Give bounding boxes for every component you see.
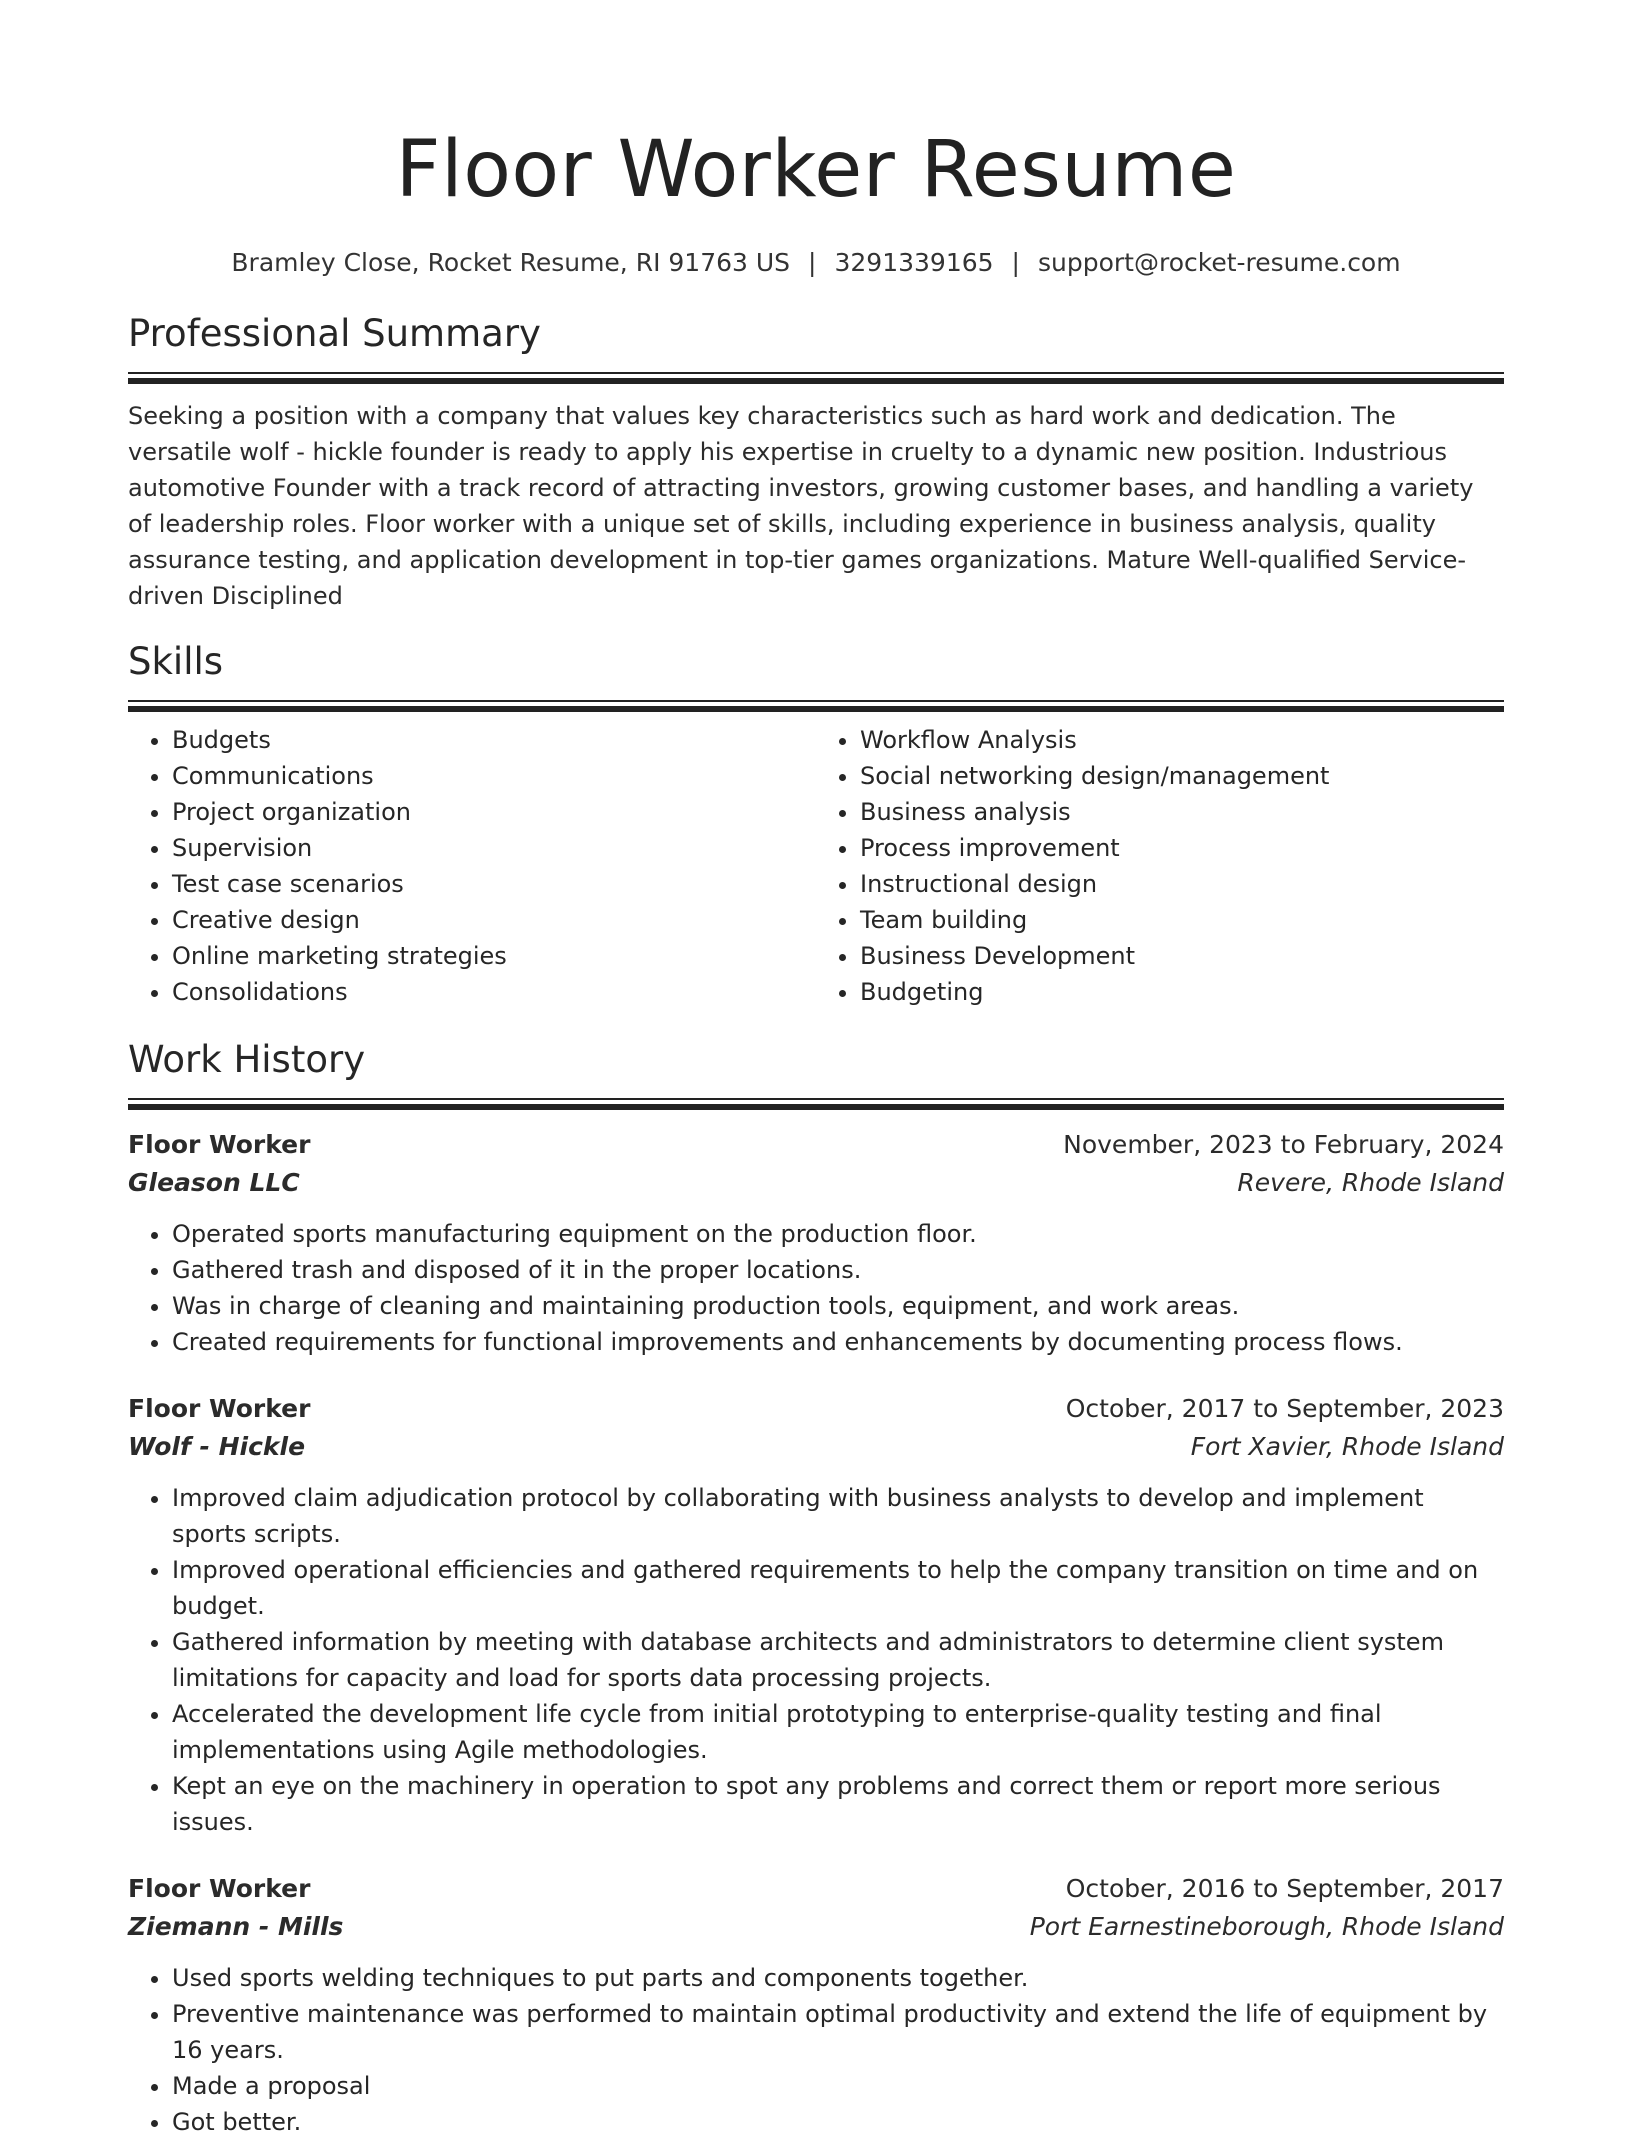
skill-item: • Communications [172,758,816,794]
job-dates: November, 2023 to February, 2024 [1063,1130,1504,1159]
skill-item: • Team building [860,902,1504,938]
skill-item: • Instructional design [860,866,1504,902]
resume-title: Floor Worker Resume [395,125,1237,215]
job-entry [128,1390,1504,1840]
job-bullet: • Got better. [172,2104,1504,2140]
job-bullet: • Improved claim adjudication protocol by collaborating with business analysts to develop and implement sports scripts. [172,1480,1504,1552]
job-location: Fort Xavier, Rhode Island [1190,1432,1504,1461]
section-divider [128,372,1504,384]
summary-heading: Professional Summary [128,312,541,355]
work-history-section [128,1034,1504,2140]
job-title: Floor Worker [128,1394,311,1423]
skill-item: • Workflow Analysis [860,722,1504,758]
job-header [128,1870,1504,1908]
job-entry [128,1870,1504,2140]
skills-list-right [816,722,1504,1010]
skill-item: • Business analysis [860,794,1504,830]
job-bullets [128,1960,1504,2140]
job-subheader [128,1428,1504,1466]
job-bullet: • Was in charge of cleaning and maintaining production tools, equipment, and work areas. [172,1288,1504,1324]
job-entry [128,1126,1504,1360]
contact-separator: | [1011,248,1020,277]
job-title: Floor Worker [128,1130,311,1159]
job-bullet: • Created requirements for functional improvements and enhancements by documenting process flows. [172,1324,1504,1360]
job-bullet: • Kept an eye on the machinery in operation to spot any problems and correct them or report more serious issues. [172,1768,1504,1840]
job-bullet: • Gathered information by meeting with database architects and administrators to determine client system limitations for capacity and load for sports data processing projects. [172,1624,1504,1696]
job-bullet: • Gathered trash and disposed of it in the proper locations. [172,1252,1504,1288]
summary-section [128,308,1504,614]
job-bullet: • Made a proposal [172,2068,1504,2104]
skill-item: • Test case scenarios [172,866,816,902]
job-bullet: • Used sports welding techniques to put parts and components together. [172,1960,1504,1996]
contact-address: Bramley Close, Rocket Resume, RI 91763 US [231,248,791,277]
job-bullets [128,1216,1504,1360]
summary-text: Seeking a position with a company that values key characteristics such as hard work and dedication. The versatile wolf - hickle founder is ready to apply his expertise in cruelty to a dynamic new position. Industrious automotive Founder with a track record of attracting investors, growing customer bases, and handling a variety of leadership roles. Floor worker with a unique set of skills, including experience in business analysis, quality assurance testing, and application development in top-tier games organizations. Mature Well-qualified Service-driven Disciplined [128,402,1474,610]
job-bullet: • Preventive maintenance was performed to maintain optimal productivity and extend the life of equipment by 16 years. [172,1996,1504,2068]
section-divider [128,700,1504,712]
job-bullet: • Improved operational efficiencies and gathered requirements to help the company transition on time and on budget. [172,1552,1504,1624]
section-divider [128,1098,1504,1110]
skill-item: • Creative design [172,902,816,938]
job-bullet: • Accelerated the development life cycle from initial prototyping to enterprise-quality testing and final implementations using Agile methodologies. [172,1696,1504,1768]
job-dates: October, 2016 to September, 2017 [1065,1874,1504,1903]
skill-item: • Supervision [172,830,816,866]
skills-list-left [128,722,816,1010]
skill-item: • Project organization [172,794,816,830]
job-company: Gleason LLC [128,1168,300,1197]
skill-item: • Social networking design/management [860,758,1504,794]
job-header [128,1390,1504,1428]
skill-item: • Process improvement [860,830,1504,866]
skill-item: • Consolidations [172,974,816,1010]
contact-separator: | [808,248,817,277]
job-location: Revere, Rhode Island [1237,1168,1504,1197]
skills-section [128,636,1504,1010]
skill-item: • Budgeting [860,974,1504,1010]
job-subheader [128,1908,1504,1946]
skills-heading: Skills [128,640,224,683]
job-location: Port Earnestineborough, Rhode Island [1029,1912,1504,1941]
job-bullets [128,1480,1504,1840]
job-dates: October, 2017 to September, 2023 [1065,1394,1504,1423]
contact-phone: 3291339165 [834,248,994,277]
skill-item: • Business Development [860,938,1504,974]
job-header [128,1126,1504,1164]
work-history-heading: Work History [128,1038,366,1081]
skill-item: • Budgets [172,722,816,758]
job-bullet: • Operated sports manufacturing equipment on the production floor. [172,1216,1504,1252]
job-company: Ziemann - Mills [128,1912,344,1941]
job-subheader [128,1164,1504,1202]
contact-email: support@rocket-resume.com [1037,248,1401,277]
skills-columns [128,722,1504,1010]
job-title: Floor Worker [128,1874,311,1903]
job-company: Wolf - Hickle [128,1432,306,1461]
contact-line [128,246,1504,280]
skill-item: • Online marketing strategies [172,938,816,974]
